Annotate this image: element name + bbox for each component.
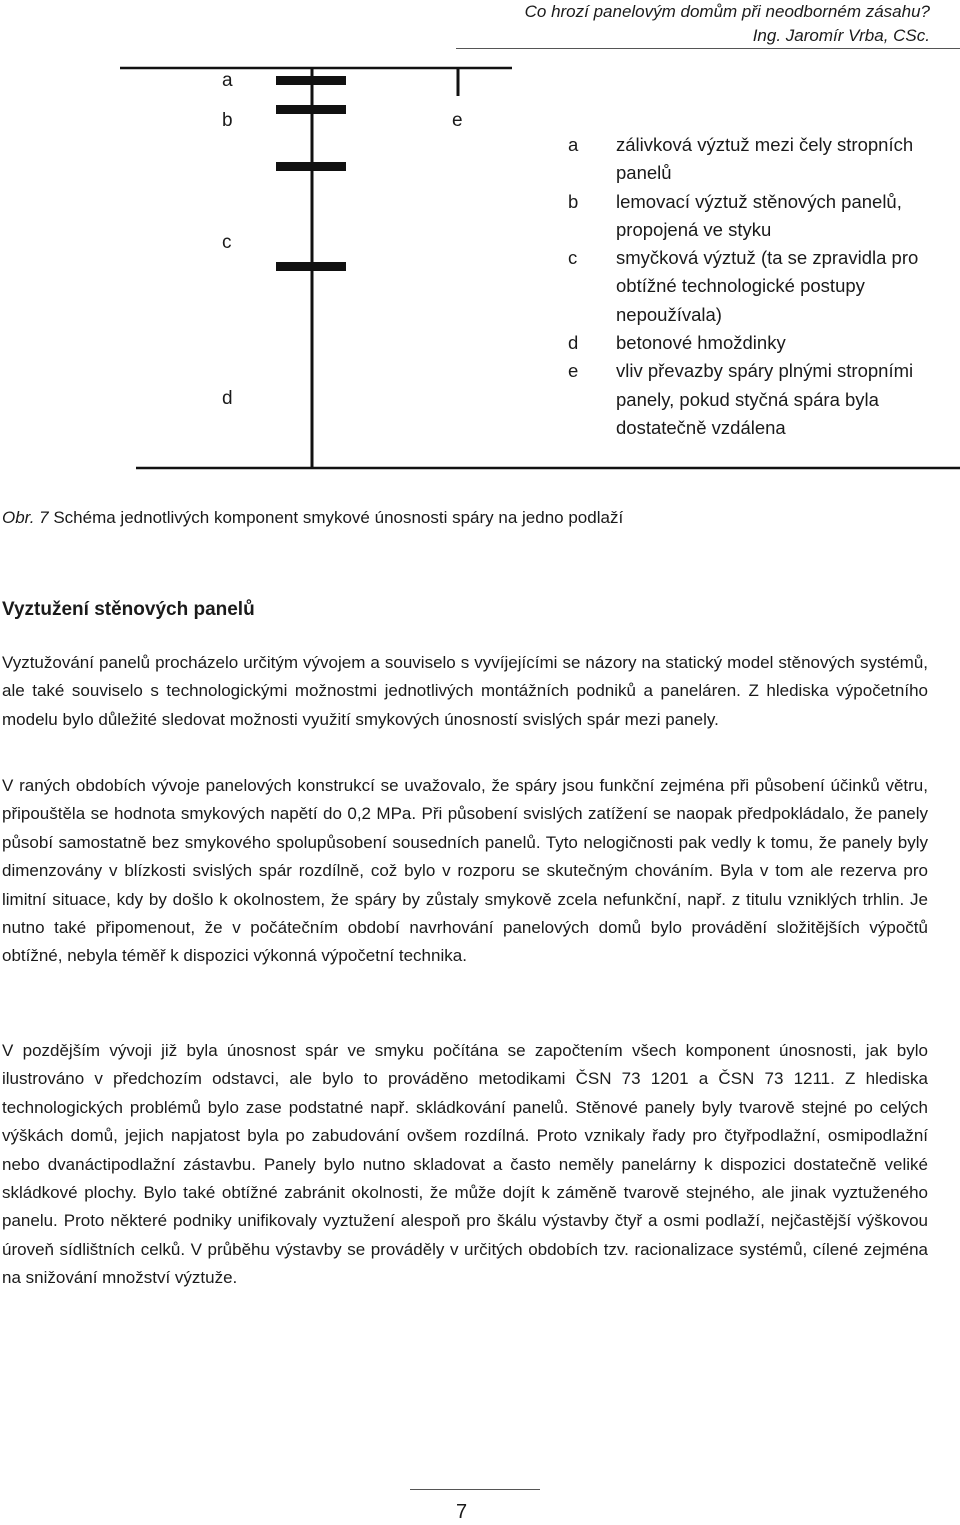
figure-caption	[2, 506, 623, 530]
legend-key: e	[568, 360, 579, 382]
section-heading: Vyztužení stěnových panelů	[2, 599, 255, 620]
legend-text: smyčková výztuž (ta se zpravidla pro obtížné technologické postupy nepoužívala)	[616, 247, 919, 325]
legend-text: betonové hmoždinky	[616, 332, 786, 354]
edge-reinforcement-bar	[276, 105, 346, 114]
grout-reinforcement-bar	[276, 76, 346, 85]
body-paragraph: V raných obdobích vývoje panelových konstrukcí se uvažovalo, že spáry jsou funkční zejména při působení účinků větru, připouštěla se hodnota smykových napětí do 0,2 MPa. Při působení svislých zatížení se naopak předpokládalo, že panely působí samostatně bez smykového spolupůsobení sousedních panelů. Tyto nelogičnosti pak vedly k tomu, že panely byly dimenzovány v blízkosti svislých spár rozdílně, což bylo v rozporu se skutečným chováním. Byla v tom ale rezerva pro limitní situace, kdy by došlo k okolnostem, že spáry by zůstaly smykově zcela nefunkční, např. z titulu vzniklých trhlin. Je nutno také připomenout, že v počátečním období navrhování panelových domů bylo provádění složitějších výpočtů obtížné, nebyla téměř k dispozici výkonná výpočetní technika.	[2, 776, 928, 966]
legend-text: vliv převazby spáry plnými stropními panely, pokud styčná spára byla dostatečně vzdálena	[616, 360, 914, 438]
legend-text: lemovací výztuž stěnových panelů, propojená ve styku	[616, 190, 902, 240]
legend-item	[568, 131, 936, 188]
header-title: Co hrozí panelovým domům při neodborném zásahu?	[524, 2, 930, 21]
legend-item	[568, 357, 936, 442]
loop-reinforcement-bar-1	[276, 162, 346, 171]
legend-key: a	[568, 134, 579, 155]
diagram-label-a: a	[222, 70, 233, 91]
diagram-label-c: c	[222, 232, 232, 253]
figure-number: Obr. 7	[2, 508, 49, 527]
diagram-label-d: d	[222, 388, 233, 409]
diagram-legend	[568, 131, 936, 442]
legend-key: d	[568, 332, 579, 354]
legend-key: b	[568, 190, 579, 212]
diagram-label-b: b	[222, 110, 233, 131]
header-author: Ing. Jaromír Vrba, CSc.	[752, 26, 930, 45]
legend-key: c	[568, 247, 578, 269]
loop-reinforcement-bar-2	[276, 262, 346, 271]
legend-text: zálivková výztuž mezi čely stropních panelů	[616, 134, 914, 184]
figure-caption-text: Schéma jednotlivých komponent smykové únosnosti spáry na jedno podlaží	[53, 508, 624, 527]
body-paragraph: Vyztužování panelů procházelo určitým vývojem a souviselo s vyvíjejícími se názory na statický model stěnových systémů, ale také souviselo s technologickými možnostmi jednotlivých montážních podniků a paneláren. Z hlediska výpočetního modelu bylo důležité sledovat možnosti využití smykových únosností svislých spár mezi panely.	[2, 653, 928, 729]
diagram-label-e: e	[452, 110, 463, 131]
page-number: 7	[456, 1501, 468, 1523]
legend-item	[568, 329, 936, 357]
legend-item	[568, 244, 936, 329]
body-paragraph: V pozdějším vývoji již byla únosnost spár ve smyku počítána se započtením všech komponent únosnosti, jak bylo ilustrováno v předchozím odstavci, ale bylo to prováděno metodikami ČSN 73 1201 a ČSN 73 1211. Z hlediska technologických problémů bylo zase podstatné např. skládkování panelů. Stěnové panely byly tvarově stejné po celých výškách domů, jejich napjatost byla po zabudování ovšem rozdílná. Proto vznikaly řady pro čtyřpodlažní, osmipodlažní nebo dvanáctipodlažní zástavbu. Panely bylo nutno skladovat a často neměly panelárny k dispozici dostatečně veliké skládkové plochy. Bylo také obtížné zabránit okolnosti, že může dojít k záměně tvarově stejného, ale jinak vyztuženého panelu. Proto některé podniky unifikovaly vyztužení alespoň pro škálu výstavby čtyř a osmi podlaží, nejčastější výškovou úroveň sídlištních celků. V průběhu výstavby se prováděly v určitých obdobích tzv. racionalizace systémů, cílené zejména na snižování množství výztuže.	[2, 1041, 928, 1288]
footer-divider	[410, 1489, 540, 1490]
legend-item	[568, 188, 936, 245]
